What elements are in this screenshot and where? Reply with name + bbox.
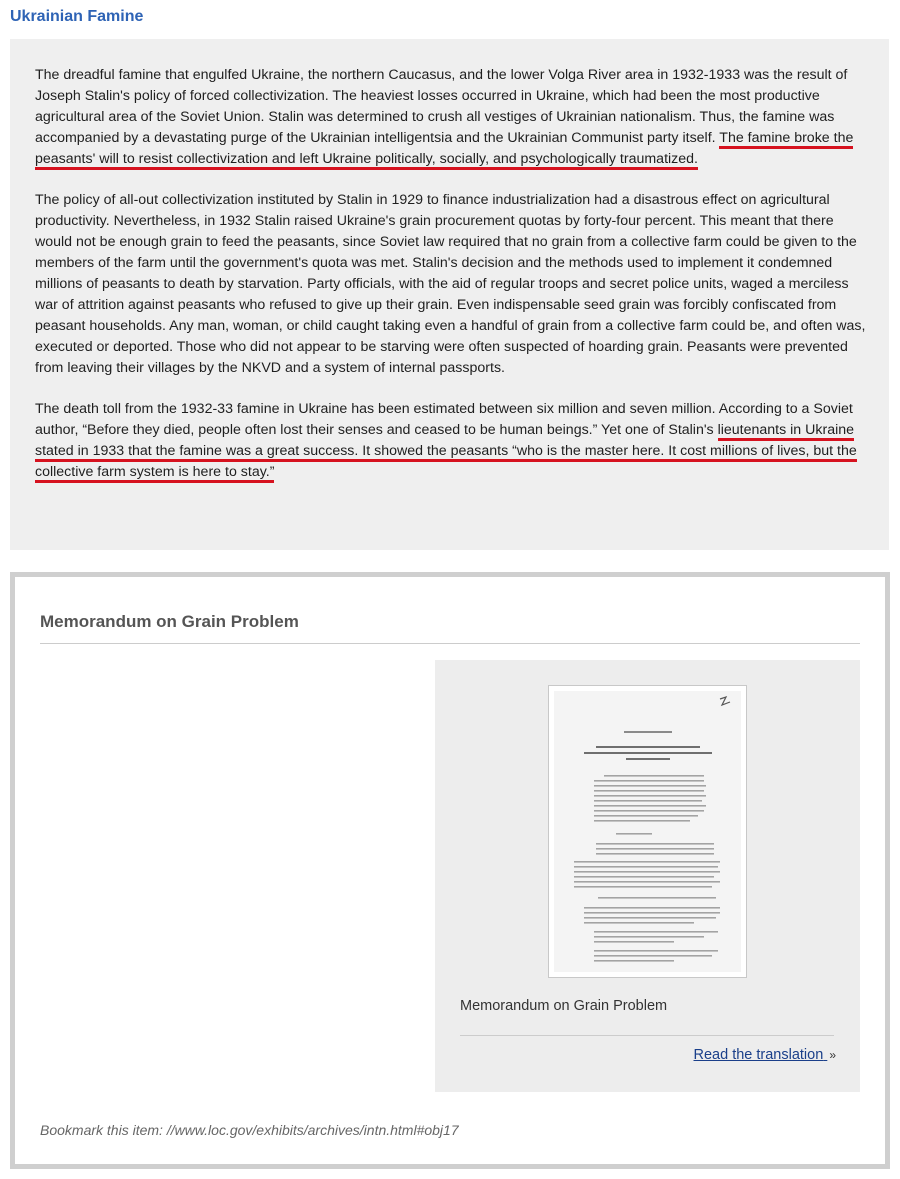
document-thumbnail[interactable]	[548, 685, 747, 978]
essay-paragraph-1	[35, 65, 867, 170]
essay-paragraph-3	[35, 399, 867, 483]
essay-box	[10, 39, 889, 550]
double-chevron-right-icon: »	[829, 1048, 836, 1062]
page-title: Ukrainian Famine	[10, 8, 144, 25]
essay-paragraph-3-text: The death toll from the 1932-33 famine in Ukraine has been estimated between six million and seven million. According to a Soviet author, “Before they died, people often lost their senses and ceased to be human beings.” Yet one of Stalin's	[35, 401, 853, 438]
item-heading: Memorandum on Grain Problem	[40, 612, 860, 644]
item-panel	[10, 572, 890, 1169]
read-translation-link[interactable]	[694, 1047, 837, 1063]
essay-paragraph-1-highlight: The famine broke the peasants' will to resist collectivization and left Ukraine politically, socially, and psychologically traumatized.	[35, 130, 853, 170]
bookmark-text: Bookmark this item: //www.loc.gov/exhibits/archives/intn.html#obj17	[40, 1122, 459, 1138]
essay-paragraph-1-text: The dreadful famine that engulfed Ukraine, the northern Caucasus, and the lower Volga River area in 1932-1933 was the result of Joseph Stalin's policy of forced collectivization. The heaviest losses occurred in Ukraine, which had been the most productive agricultural area of the Soviet Union. Stalin was determined to crush all vestiges of Ukrainian nationalism. Thus, the famine was accompanied by a devastating purge of the Ukrainian intelligentsia and the Ukrainian Communist party itself.	[35, 67, 848, 146]
card-divider	[460, 1035, 834, 1036]
scanned-document-image	[554, 691, 741, 972]
item-card	[435, 660, 860, 1092]
read-translation-label: Read the translation	[693, 1047, 824, 1063]
essay-paragraph-3-highlight: lieutenants in Ukraine stated in 1933 that the famine was a great success. It showed the peasants “who is the master here. It cost millions of lives, but the collective farm system is here to stay.”	[35, 422, 857, 483]
essay-paragraph-2: The policy of all-out collectivization instituted by Stalin in 1929 to finance industrialization had a disastrous effect on agricultural productivity. Nevertheless, in 1932 Stalin raised Ukraine's grain procurement quotas by forty-four percent. This meant that there would not be enough grain to feed the peasants, since Soviet law required that no grain from a collective farm could be given to the members of the farm until the government's quota was met. Stalin's decision and the methods used to implement it condemned millions of peasants to death by starvation. Party officials, with the aid of regular troops and secret police units, waged a merciless war of attrition against peasants who refused to give up their grain. Even indispensable seed grain was forcibly confiscated from peasant households. Any man, woman, or child caught taking even a handful of grain from a collective farm could be, and often was, executed or deported. Those who did not appear to be starving were often suspected of hoarding grain. Peasants were prevented from leaving their villages by the NKVD and a system of internal passports.	[35, 192, 866, 376]
item-caption: Memorandum on Grain Problem	[460, 998, 668, 1014]
